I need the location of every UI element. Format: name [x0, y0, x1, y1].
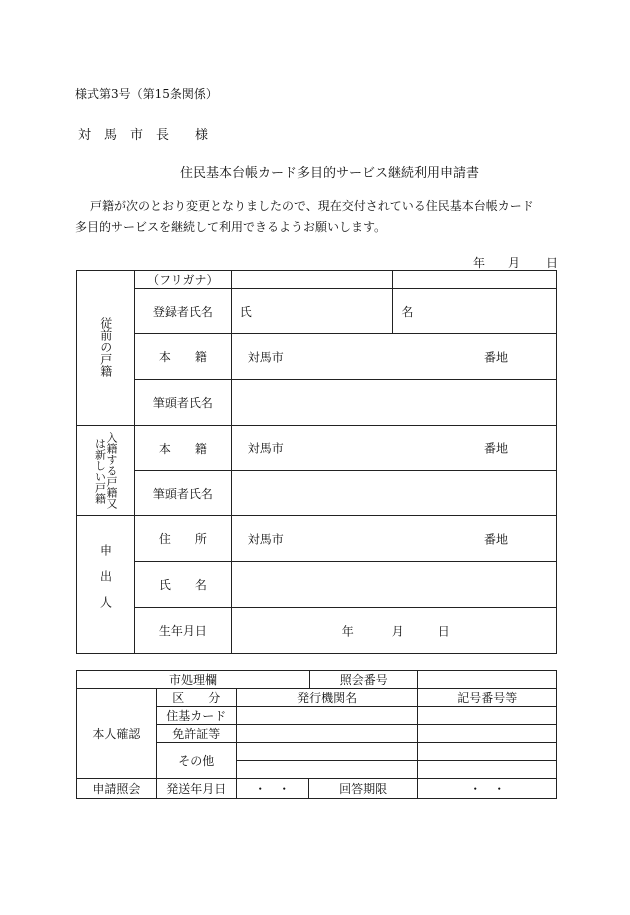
- category-header: 区 分: [156, 689, 236, 707]
- surname-label: 氏: [239, 304, 252, 319]
- date-month-label: 月: [508, 256, 521, 270]
- previous-honseki-banchi: 番地: [483, 350, 508, 364]
- given-name-label: 名: [401, 304, 414, 319]
- date-year-label: 年: [473, 256, 486, 270]
- other-label: その他: [156, 743, 236, 779]
- other-agency-field-2[interactable]: [236, 761, 418, 779]
- juki-card-label: 住基カード: [156, 707, 236, 725]
- previous-honseki-label: 本 籍: [134, 334, 231, 380]
- birthdate-field[interactable]: [231, 608, 556, 654]
- address-banchi: 番地: [483, 532, 508, 546]
- new-honseki-city: 対馬市: [247, 441, 284, 456]
- send-date-label: 発送年月日: [156, 779, 236, 799]
- address-label: 住 所: [134, 516, 231, 562]
- address-field[interactable]: [231, 516, 556, 562]
- section-new-registry: 入籍する戸籍又は新しい戸籍: [77, 426, 135, 516]
- application-inquiry-label: 申請照会: [77, 779, 157, 799]
- reference-number-label: 照会番号: [339, 673, 388, 687]
- office-use-header: [77, 671, 418, 689]
- section-previous-registry: 従前の戸籍: [77, 271, 135, 426]
- form-title: 住民基本台帳カード多目的サービス継続利用申請書: [180, 166, 480, 181]
- furigana-surname-field[interactable]: [231, 271, 393, 289]
- identity-check-label: 本人確認: [77, 689, 157, 779]
- registrant-name-label: 登録者氏名: [134, 289, 231, 334]
- juki-card-number-field[interactable]: [418, 707, 557, 725]
- send-date-field[interactable]: ・ ・: [236, 779, 308, 799]
- surname-field[interactable]: [231, 289, 393, 334]
- birth-day-label: 日: [437, 624, 450, 638]
- reference-number-field[interactable]: [418, 671, 557, 689]
- new-honseki-field[interactable]: [231, 426, 556, 471]
- office-use-table: [76, 670, 557, 799]
- birth-month-label: 月: [391, 624, 404, 638]
- application-table: [76, 270, 557, 654]
- applicant-name-label: 氏 名: [134, 562, 231, 608]
- addressee: 対 馬 市 長 様: [78, 128, 209, 143]
- other-agency-field-1[interactable]: [236, 743, 418, 761]
- license-number-field[interactable]: [418, 725, 557, 743]
- furigana-label: （フリガナ）: [134, 271, 231, 289]
- other-number-field-1[interactable]: [418, 743, 557, 761]
- license-label: 免許証等: [156, 725, 236, 743]
- new-head-name-label: 筆頭者氏名: [134, 471, 231, 516]
- reply-deadline-field[interactable]: ・ ・: [418, 779, 557, 799]
- form-number: 様式第3号（第15条関係）: [75, 87, 218, 101]
- address-city: 対馬市: [247, 532, 284, 546]
- previous-honseki-city: 対馬市: [247, 350, 284, 364]
- office-use-label: 市処理欄: [77, 671, 310, 688]
- juki-card-agency-field[interactable]: [236, 707, 418, 725]
- reply-deadline-label: 回答期限: [308, 779, 418, 799]
- previous-head-name-label: 筆頭者氏名: [134, 380, 231, 426]
- new-honseki-label: 本 籍: [134, 426, 231, 471]
- symbol-number-header: 記号番号等: [418, 689, 557, 707]
- birth-year-label: 年: [341, 624, 354, 638]
- body-text-line-1: 戸籍が次のとおり変更となりましたので、現在交付されている住民基本台帳カード: [90, 199, 534, 213]
- issuing-agency-header: 発行機関名: [236, 689, 418, 707]
- furigana-given-name-field[interactable]: [393, 271, 557, 289]
- date-day-label: 日: [546, 256, 559, 270]
- other-number-field-2[interactable]: [418, 761, 557, 779]
- birthdate-label: 生年月日: [134, 608, 231, 654]
- applicant-name-field[interactable]: [231, 562, 556, 608]
- given-name-field[interactable]: [393, 289, 557, 334]
- new-honseki-banchi: 番地: [483, 441, 508, 456]
- previous-honseki-field[interactable]: [231, 334, 556, 380]
- body-text-line-2: 多目的サービスを継続して利用できるようお願いします。: [75, 220, 387, 234]
- section-applicant: 申出人: [77, 516, 135, 654]
- new-head-name-field[interactable]: [231, 471, 556, 516]
- license-agency-field[interactable]: [236, 725, 418, 743]
- previous-head-name-field[interactable]: [231, 380, 556, 426]
